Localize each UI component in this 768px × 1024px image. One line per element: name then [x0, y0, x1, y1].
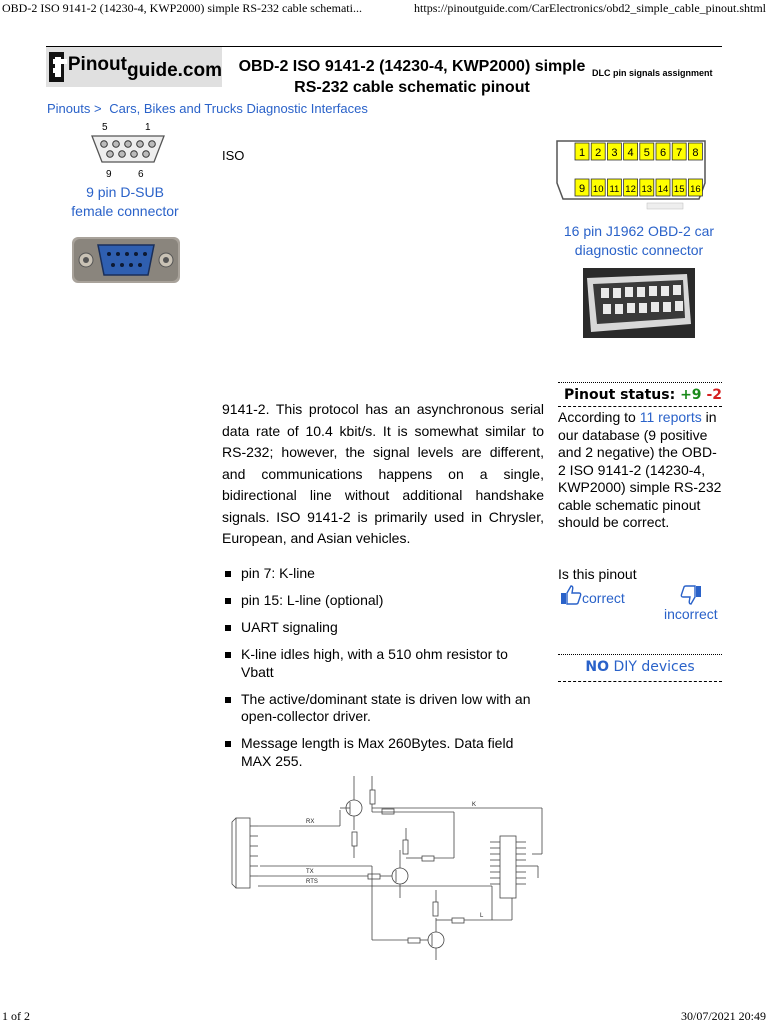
breadcrumb-item-category[interactable]: Cars, Bikes and Trucks Diagnostic Interfaces	[109, 101, 368, 116]
obd2-pin-label-10: 10	[592, 184, 604, 195]
pinout-status-box	[558, 382, 722, 532]
vote-incorrect-button[interactable]	[664, 584, 718, 622]
feature-list	[222, 565, 542, 780]
breadcrumb	[47, 101, 372, 116]
dsub-connector-photo[interactable]	[72, 237, 180, 283]
dsub-pin-label-9: 9	[106, 169, 112, 180]
obd2-pin-label-6: 6	[659, 147, 667, 159]
print-datetime: 30/07/2021 20:49	[680, 1009, 766, 1023]
schematic-label-tx: TX	[306, 869, 314, 875]
dsub-pin-label-6: 6	[138, 169, 144, 180]
diy-label: DIY devices	[613, 659, 695, 675]
print-page-number: 1 of 2	[2, 1009, 30, 1023]
list-item: The active/dominant state is driven low with an open-collector driver.	[222, 691, 542, 726]
schematic-label-l: L	[480, 913, 484, 919]
dsub-pin-label-5: 5	[102, 122, 108, 133]
obd2-part-label	[647, 203, 683, 209]
logo-text-domain: guide.com	[126, 59, 222, 81]
pinout-status-heading	[558, 383, 722, 406]
obd2-pin-label-8: 8	[692, 147, 699, 159]
schematic-label-k: K	[472, 802, 477, 808]
dsub-shell	[92, 136, 164, 162]
protocol-description: 9141-2. This protocol has an asynchronous serial data rate of 10.4 kbit/s. It is somewhat similar to RS-232; however, the signal levels are different, and communications happens on a single, bidirectional line without additional handshake signals. ISO 9141-2 is primarily used in Chrysler, European, and Asian vehicles.	[222, 401, 544, 546]
pinout-status-positive: +9	[680, 387, 702, 403]
dsub-caption-line2: female connector	[71, 203, 179, 219]
list-item: K-line idles high, with a 510 ohm resistor to Vbatt	[222, 646, 542, 681]
logo-text-pinout: Pinout	[67, 53, 127, 75]
obd2-pin-label-15: 15	[673, 184, 685, 195]
list-item: UART signaling	[222, 619, 542, 637]
diy-no-label: NO	[585, 659, 609, 675]
obd2-caption[interactable]	[556, 222, 722, 260]
thumbs-down-icon	[680, 584, 702, 606]
obd2-pin-label-1: 1	[578, 147, 586, 159]
logo-text	[68, 55, 222, 80]
vote-correct-label: correct	[582, 590, 625, 606]
obd2-connector-photo[interactable]	[583, 268, 695, 338]
list-item: Message length is Max 260Bytes. Data field MAX 255.	[222, 735, 542, 770]
obd2-pin-label-13: 13	[641, 184, 653, 195]
dsub-pin-label-1: 1	[145, 122, 151, 133]
vote-correct-button[interactable]	[560, 584, 625, 606]
page-subtitle: DLC pin signals assignment	[592, 68, 713, 78]
diy-devices-box[interactable]	[558, 654, 722, 682]
vote-incorrect-label: incorrect	[664, 606, 718, 622]
obd2-pin-label-16: 16	[690, 184, 701, 195]
list-item: pin 7: K-line	[222, 565, 542, 583]
obd2-pin-label-2: 2	[595, 147, 602, 159]
diy-devices-link[interactable]	[558, 655, 722, 681]
iso-text: ISO	[222, 148, 245, 163]
obd2-pin-label-12: 12	[625, 184, 636, 195]
page-title: OBD-2 ISO 9141-2 (14230-4, KWP2000) simple RS-232 cable schematic pinout	[238, 58, 586, 96]
obd2-pin-label-4: 4	[627, 147, 634, 159]
list-item: pin 15: L-line (optional)	[222, 592, 542, 610]
obd2-caption-line2: diagnostic connector	[574, 242, 704, 258]
schematic-label-rx: RX	[306, 819, 315, 825]
obd2-pin-label-14: 14	[657, 184, 669, 195]
pinout-status-label: Pinout status:	[563, 387, 676, 403]
dsub-caption[interactable]	[60, 183, 190, 221]
print-header	[0, 0, 768, 18]
print-page-url: https://pinoutguide.com/CarElectronics/obd2_simple_cable_pinout.shtml	[414, 1, 766, 15]
dsub-connector-drawing[interactable]	[90, 121, 166, 181]
print-footer	[0, 1008, 768, 1024]
obd2-connector-drawing[interactable]	[555, 139, 707, 217]
schematic-label-rts: RTS	[306, 879, 318, 885]
dsub-caption-line1: 9 pin D-SUB	[86, 184, 164, 200]
cable-schematic-diagram[interactable]	[222, 770, 544, 964]
logo-mark-icon	[49, 52, 64, 82]
site-header	[46, 46, 722, 98]
obd2-pin-label-11: 11	[609, 184, 620, 195]
pinout-status-text: According to 11 reports in our database (9 positive and 2 negative) the OBD-2 ISO 9141-2 (14230-4, KWP2000) simple RS-232 cable schematic pinout should be correct.	[558, 409, 722, 530]
print-page-title: OBD-2 ISO 9141-2 (14230-4, KWP2000) simple RS-232 cable schemati...	[2, 1, 362, 15]
obd2-pin-label-5: 5	[643, 147, 650, 159]
breadcrumb-item-pinouts[interactable]: Pinouts >	[47, 101, 102, 116]
reports-link[interactable]: 11 reports	[639, 409, 702, 425]
obd2-pin-label-7: 7	[676, 147, 683, 159]
obd2-pin-label-3: 3	[611, 147, 618, 159]
vote-question: Is this pinout	[558, 566, 637, 582]
site-logo[interactable]	[46, 47, 222, 87]
thumbs-up-icon	[560, 584, 582, 606]
obd2-pin-label-9: 9	[578, 183, 586, 195]
pinout-status-negative: -2	[706, 387, 722, 403]
obd2-caption-line1: 16 pin J1962 OBD-2 car	[563, 223, 715, 239]
